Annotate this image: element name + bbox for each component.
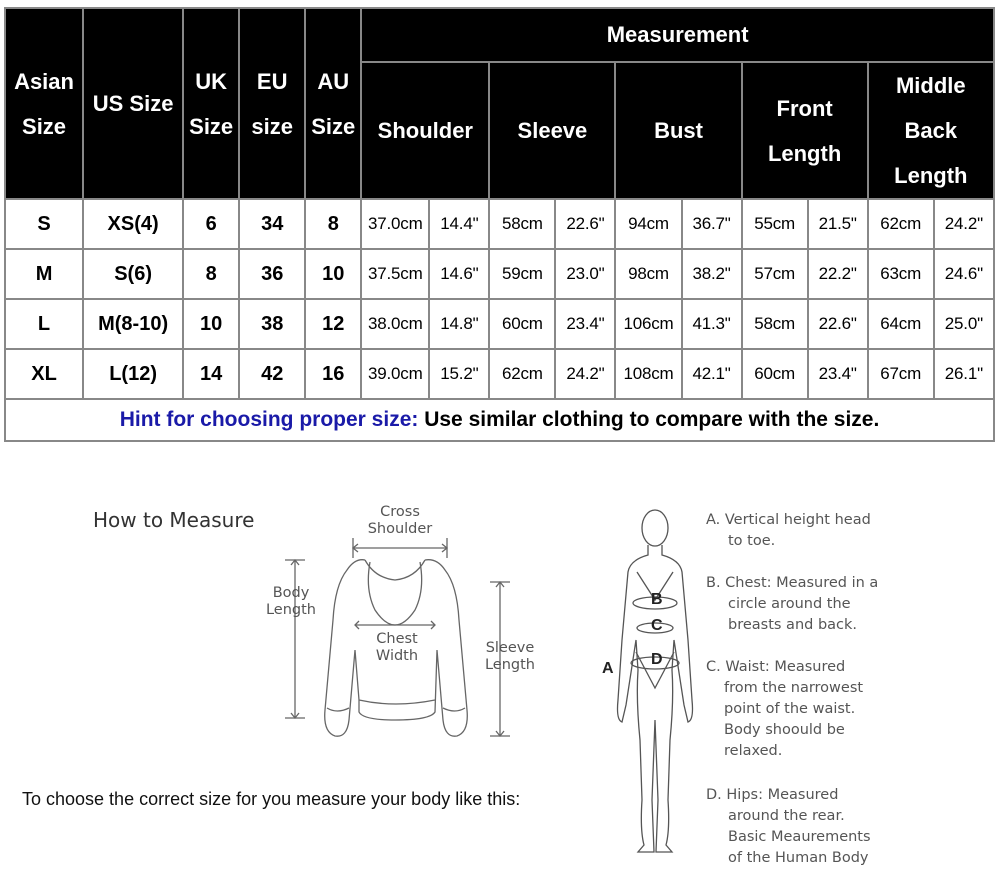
au-size-header: AU Size — [305, 8, 361, 199]
au-size-cell: 8 — [305, 199, 361, 249]
note-c-line2: from the narrowest — [724, 680, 864, 696]
shoulder-cm-cell: 38.0cm — [361, 299, 429, 349]
eu-size-cell: 42 — [239, 349, 305, 399]
sleeve-cm-cell: 62cm — [489, 349, 555, 399]
us-size-cell: S(6) — [83, 249, 183, 299]
how-to-measure-title: How to Measure — [93, 508, 255, 532]
uk-size-cell: 8 — [183, 249, 239, 299]
body-length-line2: Length — [265, 602, 316, 618]
note-d-line3: Basic Meaurements — [728, 829, 871, 845]
cross-shoulder-label — [358, 504, 442, 538]
hint-text: Use similar clothing to compare with the size. — [418, 408, 880, 431]
bust-header: Bust — [615, 62, 741, 199]
shoulder-cm-cell: 39.0cm — [361, 349, 429, 399]
uk-size-cell: 6 — [183, 199, 239, 249]
note-b — [706, 573, 906, 636]
sleeve-cm-cell: 59cm — [489, 249, 555, 299]
hint-cell — [5, 399, 994, 441]
note-a — [706, 510, 906, 552]
bust-cm-cell: 94cm — [615, 199, 681, 249]
us-size-cell: L(12) — [83, 349, 183, 399]
asian-size-cell: M — [5, 249, 83, 299]
front-cm-cell: 57cm — [742, 249, 808, 299]
note-c — [706, 657, 906, 762]
chest-width-line1: Chest — [376, 631, 418, 647]
note-a-line1: A. Vertical height head — [706, 512, 871, 528]
shoulder-cm-cell: 37.5cm — [361, 249, 429, 299]
note-c-line1: C. Waist: Measured — [706, 659, 846, 675]
shoulder-header: Shoulder — [361, 62, 489, 199]
sleeve-cm-cell: 58cm — [489, 199, 555, 249]
front-cm-cell: 58cm — [742, 299, 808, 349]
note-d-line4: of the Human Body — [728, 850, 869, 866]
eu-size-header: EU size — [239, 8, 305, 199]
asian-size-cell: XL — [5, 349, 83, 399]
uk-size-header: UK Size — [183, 8, 239, 199]
table-row — [5, 349, 994, 399]
bust-in-cell: 36.7" — [682, 199, 742, 249]
label-d: D — [651, 651, 663, 668]
cross-shoulder-line1: Cross — [380, 504, 420, 520]
front-in-cell: 21.5" — [808, 199, 868, 249]
back-in-cell: 24.6" — [934, 249, 994, 299]
eu-size-cell: 38 — [239, 299, 305, 349]
choose-size-instruction: To choose the correct size for you measure your body like this: — [22, 789, 521, 809]
us-size-cell: M(8-10) — [83, 299, 183, 349]
bust-in-cell: 42.1" — [682, 349, 742, 399]
back-in-cell: 25.0" — [934, 299, 994, 349]
shoulder-cm-cell: 37.0cm — [361, 199, 429, 249]
us-size-cell: XS(4) — [83, 199, 183, 249]
back-cm-cell: 63cm — [868, 249, 934, 299]
bust-cm-cell: 108cm — [615, 349, 681, 399]
header-row-top — [5, 8, 994, 62]
au-size-cell: 12 — [305, 299, 361, 349]
front-in-cell: 22.6" — [808, 299, 868, 349]
back-in-cell: 26.1" — [934, 349, 994, 399]
hint-row — [5, 399, 994, 441]
uk-size-cell: 10 — [183, 299, 239, 349]
back-in-cell: 24.2" — [934, 199, 994, 249]
sleeve-in-cell: 23.4" — [555, 299, 615, 349]
label-b: B — [651, 591, 663, 608]
label-a: A — [602, 660, 614, 677]
note-a-line2: to toe. — [728, 533, 776, 549]
chest-width-line2: Width — [375, 648, 419, 664]
note-d-line1: D. Hips: Measured — [706, 787, 839, 803]
bust-cm-cell: 106cm — [615, 299, 681, 349]
human-body-diagram — [600, 500, 700, 870]
hint-label: Hint for choosing proper size: — [119, 408, 419, 431]
shoulder-in-cell: 14.8" — [429, 299, 489, 349]
body-length-label — [259, 585, 323, 619]
chest-width-label — [362, 631, 432, 665]
au-size-cell: 10 — [305, 249, 361, 299]
sleeve-in-cell: 23.0" — [555, 249, 615, 299]
table-row — [5, 199, 994, 249]
eu-size-cell: 36 — [239, 249, 305, 299]
front-length-header: Front Length — [742, 62, 868, 199]
measurement-header: Measurement — [361, 8, 994, 62]
note-b-line1: B. Chest: Measured in a — [706, 575, 879, 591]
back-cm-cell: 67cm — [868, 349, 934, 399]
middle-back-length-header: Middle Back Length — [868, 62, 994, 199]
asian-size-cell: S — [5, 199, 83, 249]
sleeve-header: Sleeve — [489, 62, 615, 199]
body-length-line1: Body — [272, 585, 310, 601]
note-c-line5: relaxed. — [724, 743, 783, 759]
front-cm-cell: 55cm — [742, 199, 808, 249]
sleeve-in-cell: 24.2" — [555, 349, 615, 399]
front-in-cell: 22.2" — [808, 249, 868, 299]
asian-size-header: Asian Size — [5, 8, 83, 199]
note-c-line3: point of the waist. — [724, 701, 856, 717]
front-in-cell: 23.4" — [808, 349, 868, 399]
sleeve-length-line1: Sleeve — [485, 640, 535, 656]
uk-size-cell: 14 — [183, 349, 239, 399]
note-d-line2: around the rear. — [728, 808, 845, 824]
bust-in-cell: 38.2" — [682, 249, 742, 299]
shoulder-in-cell: 15.2" — [429, 349, 489, 399]
note-b-line3: breasts and back. — [728, 617, 858, 633]
back-cm-cell: 62cm — [868, 199, 934, 249]
sleeve-length-label — [478, 640, 542, 674]
note-d — [706, 785, 906, 869]
label-c: C — [651, 617, 663, 634]
shoulder-in-cell: 14.6" — [429, 249, 489, 299]
table-row — [5, 299, 994, 349]
front-cm-cell: 60cm — [742, 349, 808, 399]
eu-size-cell: 34 — [239, 199, 305, 249]
bust-in-cell: 41.3" — [682, 299, 742, 349]
shoulder-in-cell: 14.4" — [429, 199, 489, 249]
table-row — [5, 249, 994, 299]
size-chart-table — [4, 7, 995, 442]
note-c-line4: Body shoould be — [724, 722, 845, 738]
sleeve-cm-cell: 60cm — [489, 299, 555, 349]
asian-size-cell: L — [5, 299, 83, 349]
us-size-header: US Size — [83, 8, 183, 199]
bust-cm-cell: 98cm — [615, 249, 681, 299]
cross-shoulder-line2: Shoulder — [367, 521, 433, 537]
sleeve-in-cell: 22.6" — [555, 199, 615, 249]
back-cm-cell: 64cm — [868, 299, 934, 349]
note-b-line2: circle around the — [728, 596, 851, 612]
sleeve-length-line2: Length — [484, 657, 535, 673]
au-size-cell: 16 — [305, 349, 361, 399]
